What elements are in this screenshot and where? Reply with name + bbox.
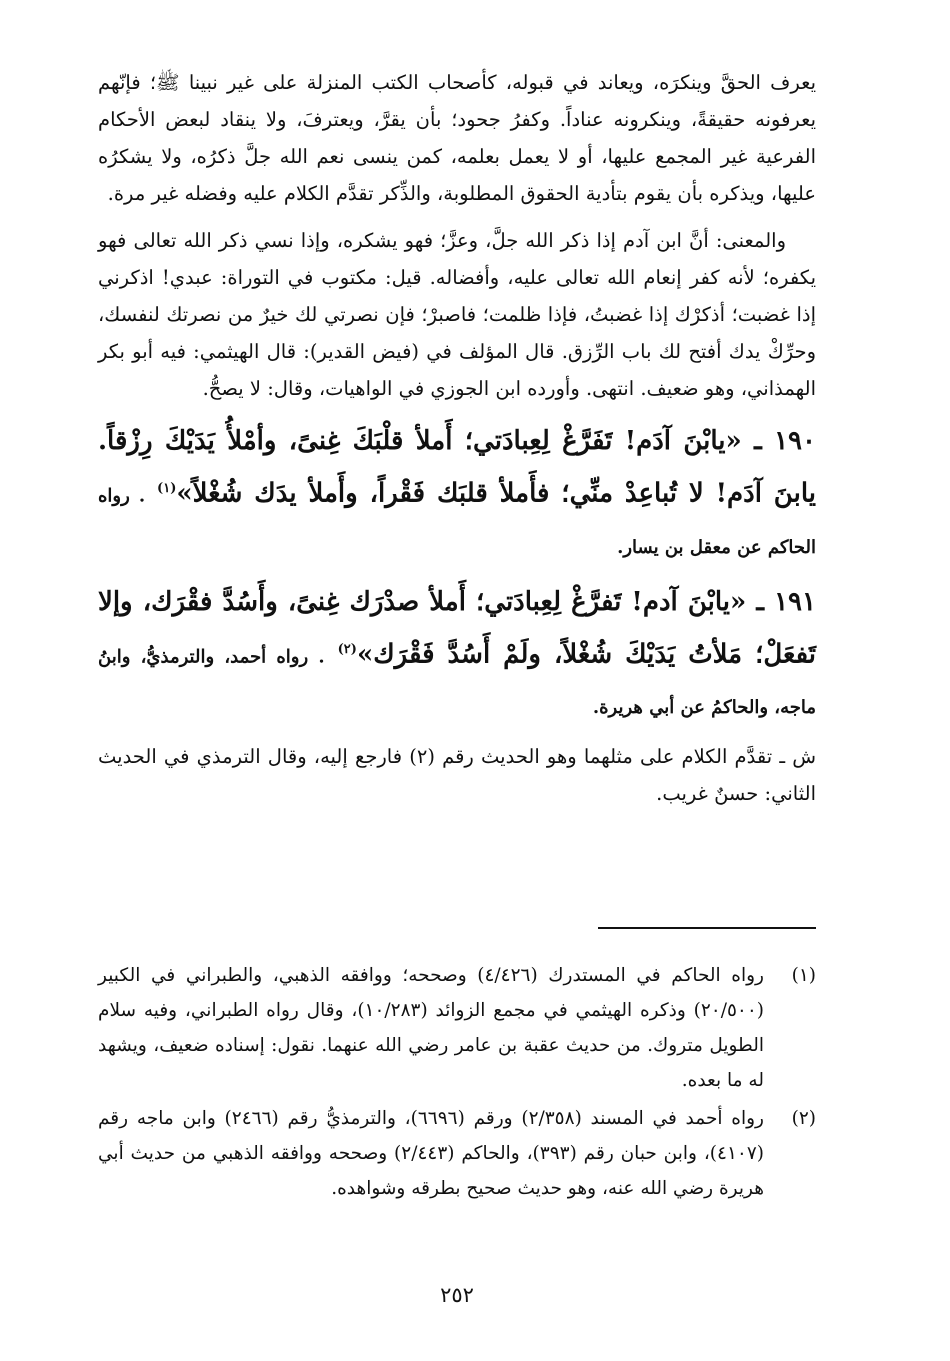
page-number: ٢٥٢ xyxy=(440,1283,474,1307)
page-body xyxy=(98,64,816,1307)
commentary-paragraph: ش ـ تقدَّم الكلام على مثلهما وهو الحديث رقم (٢) فارجع إليه، وقال الترمذي في الحديث الثاني: حسنٌ غريب. xyxy=(98,745,816,806)
footnote-mark: (١) xyxy=(791,965,816,986)
footnote-ref[interactable]: (٢) xyxy=(337,641,357,657)
footnote-1 xyxy=(98,958,816,1098)
body-paragraph: والمعنى: أنَّ ابن آدم إذا ذكر الله جلَّ، وعزَّ؛ فهو يشكره، وإذا نسي ذكر الله تعالى فهو يكفره؛ لأنه كفر إنعام الله تعالى عليه، وأفضاله. قيل: مكتوب في التوراة: عبدي! اذكرني إذا غضبت؛ أذكرْك إذا غضبتُ، فإذا ظلمت؛ فاصبرْ؛ فإن نصرتي لك خيرٌ من نصرتك لنفسك، وحرِّكْ يدك أفتح لك باب الرِّزق. قال المؤلف في (فيض القدير): قال الهيثمي: فيه أبو بكر الهمذاني، وهو ضعيف. انتهى. وأورده ابن الجوزي في الواهيات، وقال: لا يصحُّ. xyxy=(98,229,816,400)
footnote-2 xyxy=(98,1101,816,1206)
footnotes-section xyxy=(98,958,816,1209)
footnote-mark: (٢) xyxy=(791,1108,816,1129)
hadith-190 xyxy=(98,417,816,572)
footnote-text: رواه الحاكم في المستدرك (٤/٤٢٦) وصححه؛ ووافقه الذهبي، والطبراني في الكبير (٢٠/٥٠٠) وذكره الهيثمي في مجمع الزوائد (١٠/٢٨٣)، وقال رواه الطبراني، وفيه سلام الطويل متروك. من حديث عقبة بن عامر رضي الله عنهما. نقول: إسناده ضعيف، ويشهد له ما بعده. xyxy=(98,965,764,1091)
hadith-text: ١٩١ ـ «يابْنَ آدم! تَفرَّغْ لِعِبادَتي؛ أَملأ صدْرَك غِنىً، وأَسُدَّ فقْرَك، وإلا تَفعَلْ؛ مَلأتُ يَدَيْكَ شُغْلاً، ولَمْ أَسُدَّ فَقْرَك» xyxy=(98,586,816,670)
footnote-ref[interactable]: (١) xyxy=(157,481,177,496)
hadith-source: . رواه الحاكم عن معقل بن يسار. xyxy=(98,485,816,558)
hadith-191 xyxy=(98,578,816,733)
body-paragraph: يعرف الحقَّ وينكرَه، ويعاند في قبوله، كأصحاب الكتب المنزلة على غير نبينا ﷺ؛ فإنّهم يعرفونه حقيقةً، وينكرونه عناداً. وكفرُ جحود؛ بأن يقرَّ، ويعترفَ، ولا ينقاد لبعض الأحكام الفرعية غير المجمع عليها، أو لا يعمل بعلمه، كمن ينسى نعم الله جلَّ ذكرُه، ولا يشكرُه عليها، ويذكره بأن يقوم بتأدية الحقوق المطلوبة، والذِّكر تقدَّم الكلام عليه وفضله غير مرة. xyxy=(98,71,816,205)
hadith-text: ١٩٠ ـ «يابْنَ آدَم! تَفَرَّغْ لِعِبادَتي؛ أَملأ قلْبَكَ غِنىً، وأمْلأُ يَدَيْكَ رِزْقاً. يابنَ آدَم! لا تُباعِدْ منِّي؛ فأَملأ قلبَك فَقْراً، وأَملأ يدَك شُغْلاً» xyxy=(98,426,816,509)
footnote-divider xyxy=(598,927,816,929)
footnote-text: رواه أحمد في المسند (٢/٣٥٨) ورقم (٦٦٩٦)، والترمذيُّ رقم (٢٤٦٦) وابن ماجه رقم (٤١٠٧)، وابن حبان رقم (٣٩٣)، والحاكم (٢/٤٤٣) وصححه ووافقه الذهبي من حديث أبي هريرة رضي الله عنه، وهو حديث صحيح بطرقه وشواهده. xyxy=(98,1108,764,1199)
hadith-source: . رواه أحمد، والترمذيُّ، وابنُ ماجه، والحاكمُ عن أبي هريرة. xyxy=(98,646,816,719)
